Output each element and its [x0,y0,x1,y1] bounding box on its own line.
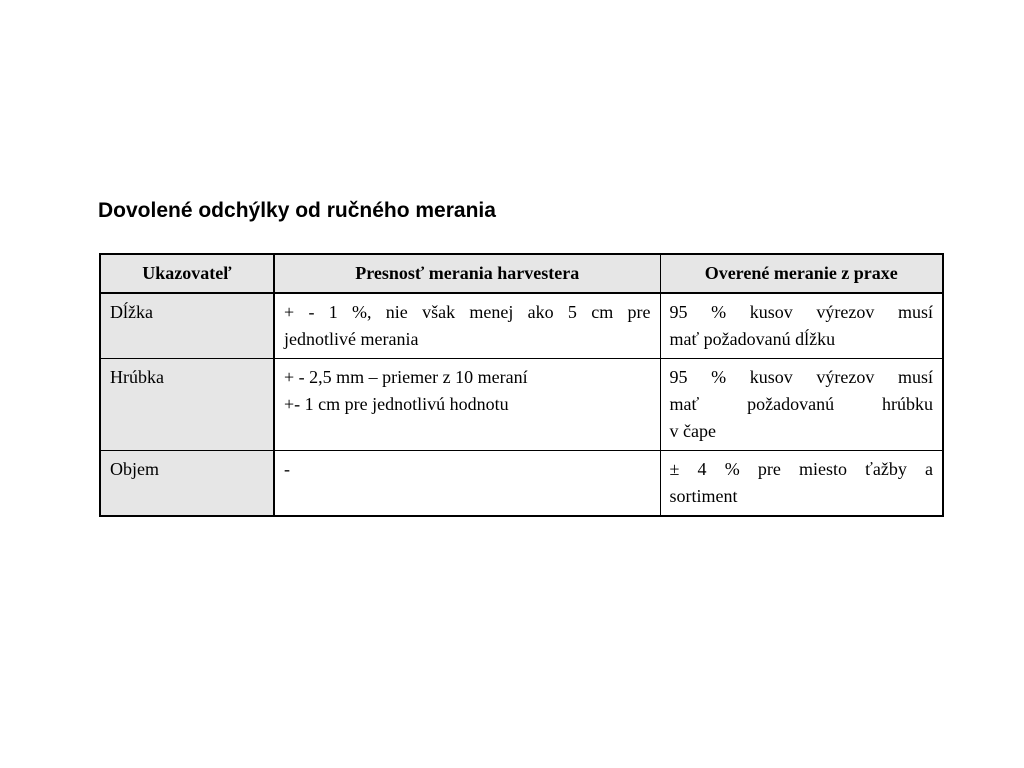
page-title: Dovolené odchýlky od ručného merania [98,199,496,222]
row-label-volume: Objem [100,451,274,517]
table-row [100,451,943,517]
cell-line: sortiment [669,486,738,506]
cell-practice-volume [660,451,943,517]
cell-harvester-length [274,293,660,359]
table-row [100,359,943,451]
deviation-table [99,253,944,517]
column-header-indicator: Ukazovateľ [100,254,274,293]
table-row [100,293,943,359]
column-header-verified-measurement: Overené meranie z praxe [660,254,943,293]
cell-line: +- 1 cm pre jednotlivú hodnotu [284,394,509,414]
cell-harvester-volume [274,451,660,517]
cell-line: v čape [669,421,716,441]
row-label-length: Dĺžka [100,293,274,359]
cell-line: + - 1 %, nie však menej ako 5 cm pre [284,302,651,322]
cell-line: 95 % kusov výrezov musí [669,367,933,387]
cell-line: ± 4 % pre miesto ťažby a [669,459,933,479]
cell-harvester-thickness [274,359,660,451]
cell-line: mať požadovanú dĺžku [669,329,836,349]
row-label-thickness: Hrúbka [100,359,274,451]
table-header-row [100,254,943,293]
cell-line: - [284,459,290,479]
cell-practice-thickness [660,359,943,451]
cell-line: mať požadovanú hrúbku [669,394,933,414]
cell-line: + - 2,5 mm – priemer z 10 meraní [284,367,528,387]
cell-line: 95 % kusov výrezov musí [669,302,933,322]
cell-line: jednotlivé merania [284,329,419,349]
column-header-harvester-accuracy: Presnosť merania harvestera [274,254,660,293]
cell-practice-length [660,293,943,359]
